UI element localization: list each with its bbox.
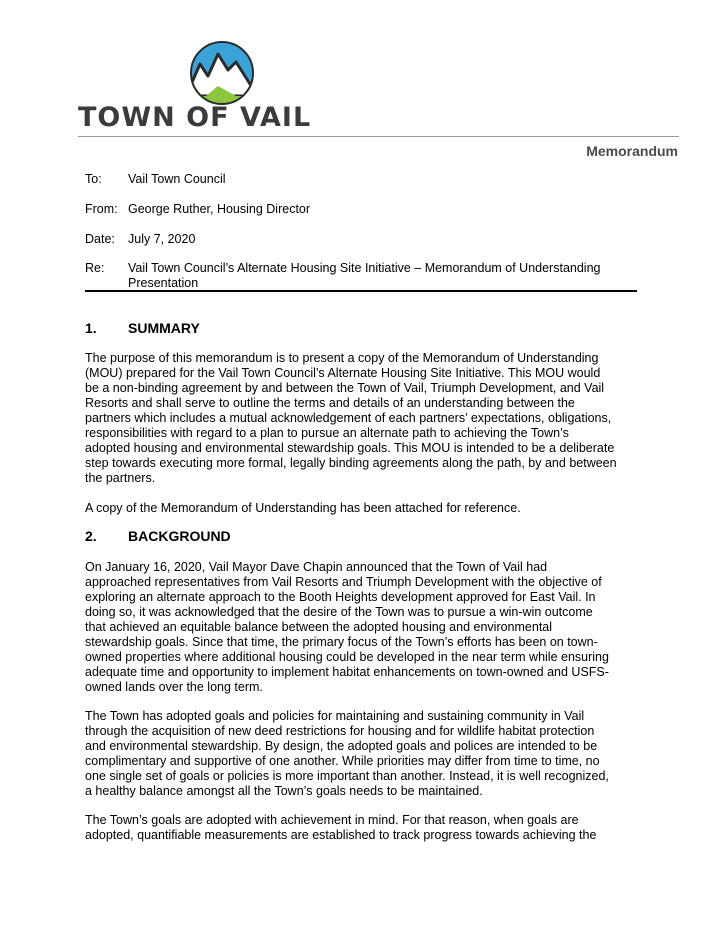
- section-heading-background: [85, 528, 231, 544]
- re-line: Presentation: [128, 276, 199, 290]
- paragraph-line: one single set of goals or policies is more important than another. Instead, it is well recognized,: [85, 769, 609, 783]
- paragraph-line: The Town has adopted goals and policies for maintaining and sustaining community in Vail: [85, 709, 585, 723]
- paragraph-line: owned lands over the long term.: [85, 680, 263, 694]
- paragraph-line: exploring an alternate approach to the Booth Heights development approved for East Vail. In: [85, 590, 596, 604]
- section-heading-summary: [85, 320, 200, 336]
- paragraph-line: Resorts and shall serve to outline the terms and details of an understanding between the: [85, 396, 575, 410]
- mountain-emblem-icon: [176, 40, 268, 106]
- paragraph-line: partners which includes a mutual acknowledgement of each partners’ expectations, obligations,: [85, 411, 612, 425]
- header-bottom-rule: [85, 290, 637, 292]
- paragraph-line: adopted, quantifiable measurements are established to track progress towards achieving the: [85, 828, 597, 842]
- paragraph-line: adequate time and opportunity to implement habitat enhancements on town-owned and USFS-: [85, 665, 609, 679]
- header-divider: [78, 136, 679, 137]
- re-value: [128, 261, 648, 291]
- summary-paragraph-2: [85, 501, 638, 516]
- paragraph-line: doing so, it was acknowledged that the desire of the Town was to pursue a win-win outcome: [85, 605, 593, 619]
- memorandum-label: Memorandum: [586, 143, 678, 159]
- paragraph-line: a healthy balance amongst all the Town’s goals needs to be maintained.: [85, 784, 483, 798]
- paragraph-line: that achieved an equitable balance between the adopted housing and environmental: [85, 620, 553, 634]
- paragraph-line: complimentary and supportive of one another. While priorities may differ from time to time, no: [85, 754, 600, 768]
- background-paragraph-2: [85, 709, 638, 799]
- paragraph-line: responsibilities with regard to a plan to pursue an alternate path to achieving the Town’s: [85, 426, 569, 440]
- section-number: 2.: [85, 528, 97, 544]
- re-label: Re:: [85, 261, 105, 275]
- background-paragraph-1: [85, 560, 638, 695]
- paragraph-line: (MOU) prepared for the Vail Town Council’s Alternate Housing Site Initiative. This MOU would: [85, 366, 601, 380]
- from-value: George Ruther, Housing Director: [128, 202, 311, 216]
- logo-wordmark: TOWN OF VAIL: [78, 102, 312, 133]
- background-paragraph-3: [85, 813, 638, 843]
- paragraph-line: A copy of the Memorandum of Understanding has been attached for reference.: [85, 501, 521, 515]
- paragraph-line: adopted housing and environmental stewardship goals. This MOU is intended to be a deliberate: [85, 441, 615, 455]
- paragraph-line: step towards executing more formal, legally binding agreements along the path, by and between: [85, 456, 617, 470]
- paragraph-line: approached representatives from Vail Resorts and Triumph Development with the objective of: [85, 575, 602, 589]
- date-value: July 7, 2020: [128, 232, 196, 246]
- paragraph-line: On January 16, 2020, Vail Mayor Dave Chapin announced that the Town of Vail had: [85, 560, 548, 574]
- section-title: BACKGROUND: [128, 528, 231, 544]
- paragraph-line: The Town’s goals are adopted with achievement in mind. For that reason, when goals are: [85, 813, 579, 827]
- paragraph-line: and environmental stewardship. By design, the adopted goals and polices are intended to be: [85, 739, 598, 753]
- paragraph-line: be a non-binding agreement by and between the Town of Vail, Triumph Development, and Vail: [85, 381, 605, 395]
- section-number: 1.: [85, 320, 97, 336]
- from-label: From:: [85, 202, 118, 216]
- paragraph-line: stewardship goals. Since that time, the primary focus of the Town’s efforts has been on town-: [85, 635, 598, 649]
- paragraph-line: the partners.: [85, 471, 156, 485]
- to-label: To:: [85, 172, 102, 186]
- summary-paragraph-1: [85, 351, 638, 486]
- date-label: Date:: [85, 232, 115, 246]
- section-title: SUMMARY: [128, 320, 200, 336]
- re-line: Vail Town Council’s Alternate Housing Site Initiative – Memorandum of Understanding: [128, 261, 601, 275]
- to-value: Vail Town Council: [128, 172, 226, 186]
- paragraph-line: The purpose of this memorandum is to present a copy of the Memorandum of Understanding: [85, 351, 599, 365]
- town-of-vail-logo: [78, 40, 312, 133]
- paragraph-line: owned properties where additional housing could be developed in the near term while ensuring: [85, 650, 609, 664]
- paragraph-line: through the acquisition of new deed restrictions for housing and for wildlife habitat protection: [85, 724, 595, 738]
